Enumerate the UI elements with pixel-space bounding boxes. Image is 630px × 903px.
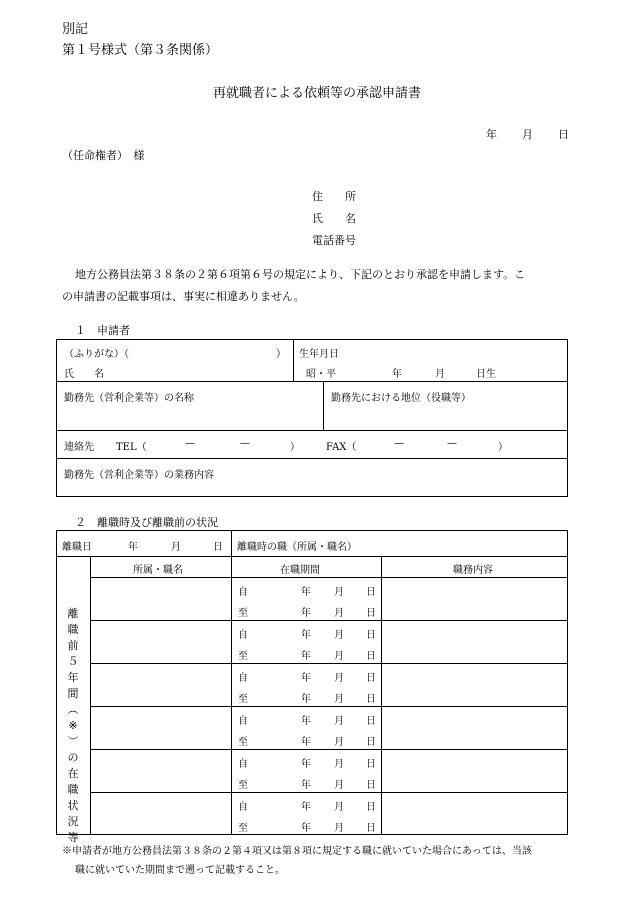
period-to-label: 至 [238,823,248,834]
retire-post-label: 離職時の職（所属・職名） [237,542,357,553]
employer-position-label: 勤務先における地位（役職等） [331,393,471,404]
period-to-label: 至 [238,737,248,748]
business-content-label: 勤務先（営利企業等）の業務内容 [64,470,214,481]
period-to-label: 至 [238,608,248,619]
period-month: 月 [334,716,344,727]
period-year: 年 [301,823,311,834]
period-month: 月 [334,780,344,791]
period-day: 日 [366,587,376,598]
period-to-label: 至 [238,780,248,791]
period-from-label: 自 [238,716,248,727]
retire-year: 年 [128,542,138,553]
birth-month: 月 [435,369,445,380]
tel-dash1: — [185,438,195,449]
footnote-line2: 職に就いていた期間まで遡って記載すること。 [75,865,285,876]
period-day: 日 [366,694,376,705]
period-year: 年 [301,737,311,748]
period-day: 日 [366,673,376,684]
fax-label: FAX（ [326,442,357,453]
phone-label: 電話番号 [312,234,356,247]
tel-dash2: — [240,438,250,449]
fax-dash2: — [447,438,457,449]
period-month: 月 [334,802,344,813]
tel-close: ） [290,442,300,453]
date-year: 年 [486,128,497,141]
period-day: 日 [366,716,376,727]
period-year: 年 [301,630,311,641]
birth-year: 年 [392,369,402,380]
birth-era: 昭・平 [306,369,336,380]
period-from-label: 自 [238,587,248,598]
period-month: 月 [334,673,344,684]
period-day: 日 [366,780,376,791]
period-day: 日 [366,737,376,748]
period-year: 年 [301,608,311,619]
col-duties-header: 職務内容 [453,565,493,576]
side-label: 離 職 前 ５ 年 間 ︵ ※ ︶ の 在 職 状 況 等 [67,607,79,844]
name-label: 氏 名 [312,212,356,225]
retire-month: 月 [171,542,181,553]
period-month: 月 [334,587,344,598]
period-year: 年 [301,802,311,813]
period-to-label: 至 [238,694,248,705]
period-to-label: 至 [238,651,248,662]
addressee: （任命権者） 様 [62,149,145,162]
period-year: 年 [301,780,311,791]
period-month: 月 [334,608,344,619]
period-from-label: 自 [238,802,248,813]
employer-name-label: 勤務先（営利企業等）の名称 [64,393,194,404]
period-day: 日 [366,651,376,662]
period-year: 年 [301,694,311,705]
period-month: 月 [334,630,344,641]
period-day: 日 [366,802,376,813]
footnote-line1: ※申請者が地方公務員法第３８条の２第４項又は第８項に規定する職に就いていた場合にあっては、当該 [62,846,532,857]
period-year: 年 [301,716,311,727]
period-day: 日 [366,608,376,619]
furigana-label: （ふりがな）（ [64,349,129,360]
body-text-line2: の申請書の記載事項は、事実に相違ありません。 [62,290,305,303]
tel-label: TEL（ [116,442,147,453]
period-from-label: 自 [238,759,248,770]
date-month: 月 [522,128,533,141]
period-from-label: 自 [238,630,248,641]
period-year: 年 [301,759,311,770]
birth-day: 日生 [476,369,496,380]
form-number: 第１号様式（第３条関係） [62,43,219,58]
period-day: 日 [366,630,376,641]
address-label: 住 所 [312,190,356,203]
section1-heading: １ 申請者 [75,324,130,337]
retire-day: 日 [213,542,223,553]
period-from-label: 自 [238,673,248,684]
period-day: 日 [366,823,376,834]
date-day: 日 [558,128,569,141]
contact-label: 連絡先 [64,442,94,453]
col-dept-header: 所属・職名 [133,565,183,576]
fax-close: ） [498,442,508,453]
applicant-name-label: 氏 名 [64,369,104,380]
document-title: 再就職者による依頼等の承認申請書 [213,86,422,101]
birth-date-label: 生年月日 [299,349,339,360]
period-day: 日 [366,759,376,770]
period-month: 月 [334,737,344,748]
bekki-label: 別記 [62,22,89,37]
period-month: 月 [334,694,344,705]
period-year: 年 [301,673,311,684]
fax-dash1: — [394,438,404,449]
period-month: 月 [334,651,344,662]
body-text-line1: 地方公務員法第３８条の２第６項第６号の規定により、下記のとおり承認を申請します。こ [75,268,526,281]
period-month: 月 [334,823,344,834]
period-year: 年 [301,587,311,598]
furigana-close: ） [276,349,286,360]
period-month: 月 [334,759,344,770]
retire-date-label: 離職日 [62,542,92,553]
section2-heading: ２ 離職時及び離職前の状況 [75,516,218,529]
period-year: 年 [301,651,311,662]
col-period-header: 在職期間 [280,565,320,576]
